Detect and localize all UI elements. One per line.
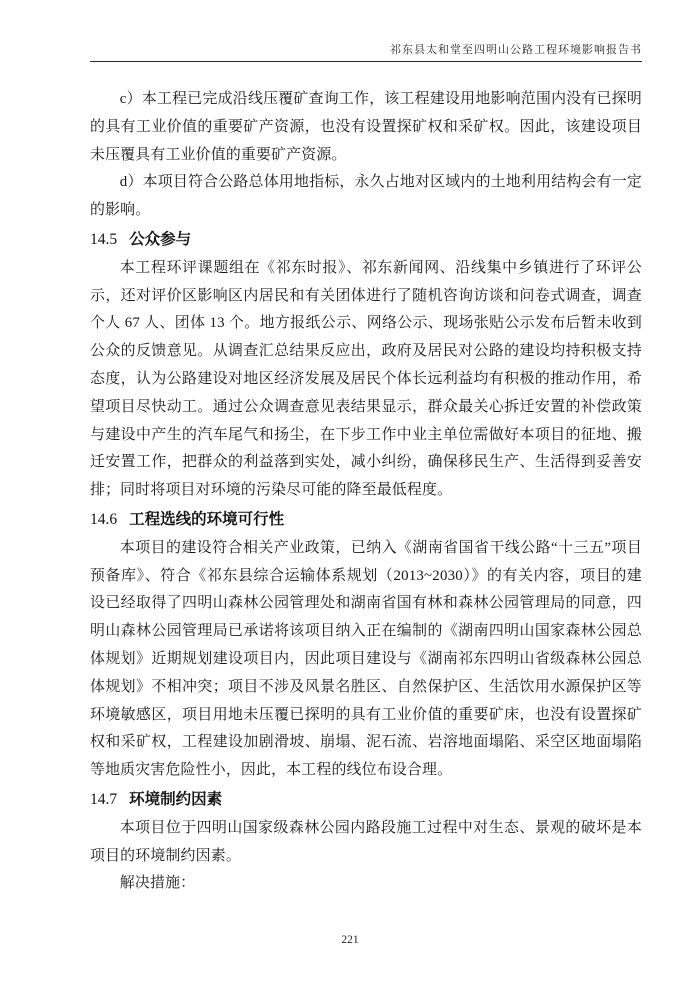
running-header xyxy=(90,43,642,62)
section-number-14-5: 14.5 xyxy=(90,230,118,248)
section-title-14-7: 环境制约因素 xyxy=(129,790,223,808)
document-body xyxy=(90,86,642,898)
page-number: 221 xyxy=(341,934,359,946)
section-14-7-paragraph: 本项目位于四明山国家级森林公园内路段施工过程中对生态、景观的破坏是本项目的环境制约因素。 xyxy=(90,819,642,864)
section-heading-14-5 xyxy=(90,226,642,254)
running-header-title: 祁东县太和堂至四明山公路工程环境影响报告书 xyxy=(390,44,642,56)
list-item-d: d）本项目符合公路总体用地指标，永久占地对区域内的土地利用结构会有一定的影响。 xyxy=(90,174,642,219)
section-title-14-5: 公众参与 xyxy=(129,230,192,248)
solution-measures-label: 解决措施： xyxy=(119,875,196,892)
section-title-14-6: 工程选线的环境可行性 xyxy=(129,510,285,528)
section-14-6-paragraph: 本项目的建设符合相关产业政策，已纳入《湖南省国省干线公路“十三五”项目预备库》、符合《祁东县综合运输体系规划（2013~2030）》的有关内容，项目的建设已经取得了四明山森林公园管理处和湖南省国有林和森林公园管理局的同意，四明山森林公园管理局已承诺将该项目纳入正在编制的《湖南四明山国家森林公园总体规划》近期规划建设项目内，因此项目建设与《湖南祁东四明山省级森林公园总体规划》不相冲突；项目不涉及风景名胜区、自然保护区、生活饮用水源保护区等环境敏感区，项目用地未压覆已探明的具有工业价值的重要矿床，也没有设置探矿权和采矿权，工程建设加剧滑坡、崩塌、泥石流、岩溶地面塌陷、采空区地面塌陷等地质灾害危险性小，因此，本工程的线位布设合理。 xyxy=(90,539,642,779)
section-14-5-paragraph: 本工程环评课题组在《祁东时报》、祁东新闻网、沿线集中乡镇进行了环评公示，还对评价区影响区内居民和有关团体进行了随机咨询访谈和问卷式调查，调查个人 67 人、团体 13 个。地方报纸公示、网络公示、现场张贴公示发布后暂未收到公众的反馈意见。从调查汇总结果反应出，政府及居民对公路的建设均持积极支持态度，认为公路建设对地区经济发展及居民个体长远利益均有积极的推动作用，希望项目尽快动工。通过公众调查意见表结果显示，群众最关心拆迁安置的补偿政策与建设中产生的汽车尾气和扬尘，在下步工作中业主单位需做好本项目的征地、搬迁安置工作，把群众的利益落到实处，减小纠纷，确保移民生产、生活得到妥善安排；同时将项目对环境的污染尽可能的降至最低程度。 xyxy=(90,259,642,499)
page-content xyxy=(90,0,642,898)
section-heading-14-6 xyxy=(90,506,642,534)
list-item-c: c）本工程已完成沿线压覆矿查询工作，该工程建设用地影响范围内没有已探明的具有工业价值的重要矿产资源，也没有设置探矿权和采矿权。因此，该建设项目未压覆具有工业价值的重要矿产资源。 xyxy=(90,91,642,163)
section-number-14-7: 14.7 xyxy=(90,790,118,808)
section-heading-14-7 xyxy=(90,786,642,814)
section-number-14-6: 14.6 xyxy=(90,510,118,528)
